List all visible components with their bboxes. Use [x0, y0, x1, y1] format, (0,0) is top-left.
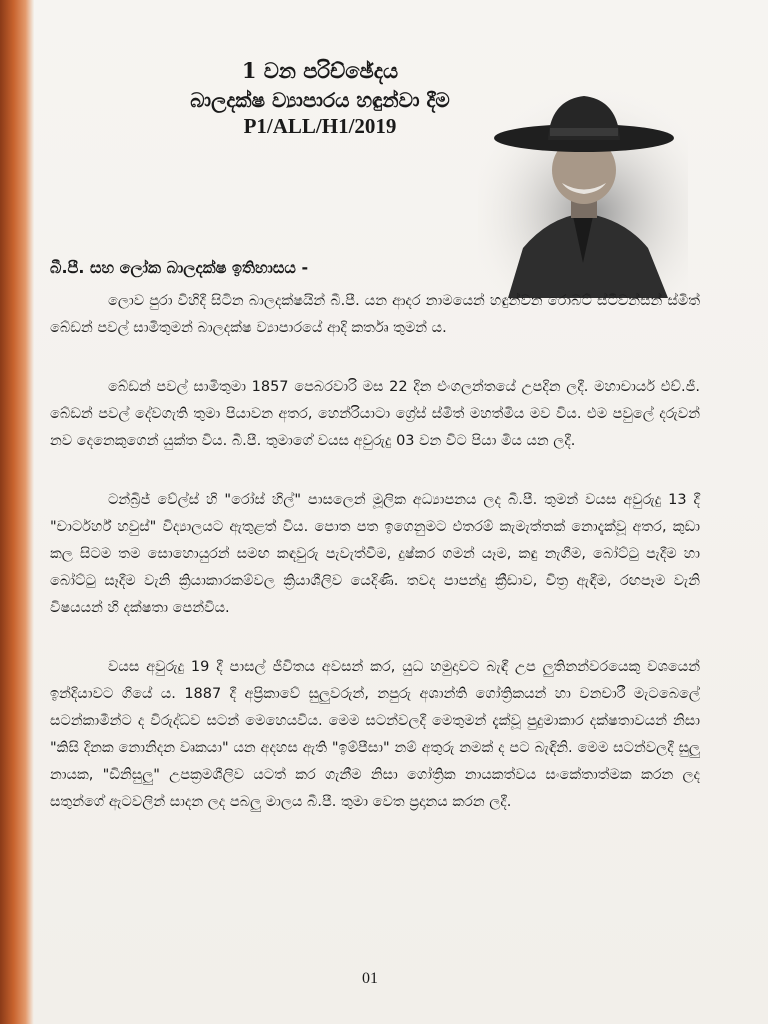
body-text [50, 288, 700, 848]
book-spine [0, 0, 34, 1024]
document-code: P1/ALL/H1/2019 [243, 114, 397, 138]
paragraph-3: ටන්බ්‍රිජ් වේල්ස් හි "රෝස් හිල්" පාසලෙන් මූලික අධ්‍යාපනය ලද බී.පී. තුමන් වයස අවුරුදු 13 දී "චාර්ටර්හ් හවුස්" විද්‍යාලයට ඇතුළත් විය. පොත පත ඉගෙනුමට එතරම් කැමැත්තක් නොදැක්වූ අතර, කුඩා කල සිටම තම සොහොයුරන් සමඟ කඳවුරු පැවැත්වීම, දුෂ්කර ගමන් යෑම, කඳු නැගීම, බෝට්ටු පැදීම හා බෝට්ටු සෑදීම වැනි ක්‍රියාකාරකම්වල ක්‍රියාශීලිව යෙදිණි. තවද පාපන්දු ක්‍රීඩාව, චිත්‍ර ඇඳීම, රඟපෑම වැනි විෂයයන් හි දක්ෂතා පෙන්විය. [50, 492, 700, 616]
paragraph-4: වයස අවුරුදු 19 දී පාසල් ජීවිතය අවසන් කර, යුධ හමුදාවට බැඳී උප ලුතිනන්වරයෙකු වශයෙන් ඉන්දියාවට ගියේ ය. 1887 දී අප්‍රිකාවේ සුලුවරුන්, නපුරු අශාන්ති ගෝත්‍රිකයන් හා වනචාරී මැටබෙලේ සටන්කාමීන්ට ද විරුද්ධව සටන් මෙහෙයවිය. මෙම සටන්වලදී මෙතුමන් දැක්වූ පුදුමාකාර දක්ෂතාවයන් නිසා "කිසි දිනක නොනිදන වෘකයා" යන අදහස ඇති "ඉම්පීසා" නම් අතුරු නමක් ද පට බැඳිනි. මෙම සටන්වලදී සුලු නායක, "ඩිනිසුලු" උපක්‍රමශීලිව යටත් කර ගැනීම නිසා ගෝත්‍රික නායකත්වය සංකේතාත්මක කරන ලද සතුන්ගේ ඇටවලින් සාදන ලද පබලු මාලය බී.පී. තුමා වෙත ප්‍රදානය කරන ලදී. [50, 659, 700, 810]
portrait-hat-band [550, 128, 618, 136]
section-heading: බී.පී. සහ ලෝක බාලදක්ෂ ඉතිහාසය - [50, 258, 309, 277]
page-number: 01 [362, 970, 378, 987]
chapter-title: බාලදක්ෂ ව්‍යාපාරය හඳුන්වා දීම [190, 88, 450, 112]
portrait-image [478, 88, 688, 298]
paragraph-2: බේඩන් පවල් සාමිතුමා 1857 පෙබරවාරි මස 22 දින එංගලන්තයේ උපදින ලදී. මහාචාර්ය එච්.ජී. බේඩන් පවල් දේවගැති තුමා පියාවන අතර, හෙන්රියාටා ග්‍රේස් ස්මිත් මහත්මිය මව විය. එම පවුලේ දරුවන් නව දෙනෙකුගෙන් යුක්ත විය. බී.පී. තුමාගේ වයස අවුරුදු 03 වන විට පියා මිය යන ලදී. [50, 379, 700, 449]
paragraph-1: ලොව පුරා විහිදී සිටින බාලදක්ෂයින් බී.පී. යන ආදර නාමයෙන් හඳුන්වන රොබට් ස්ටීවන්සන් ස්මිත් බේඩන් පවල් සාමිතුමන් බාලදක්ෂ ව්‍යාපාරයේ ආදි කර්තෘ තුමන් ය. [50, 293, 700, 336]
chapter-heading: 1 වන පරිච්ඡේදය [241, 58, 399, 83]
